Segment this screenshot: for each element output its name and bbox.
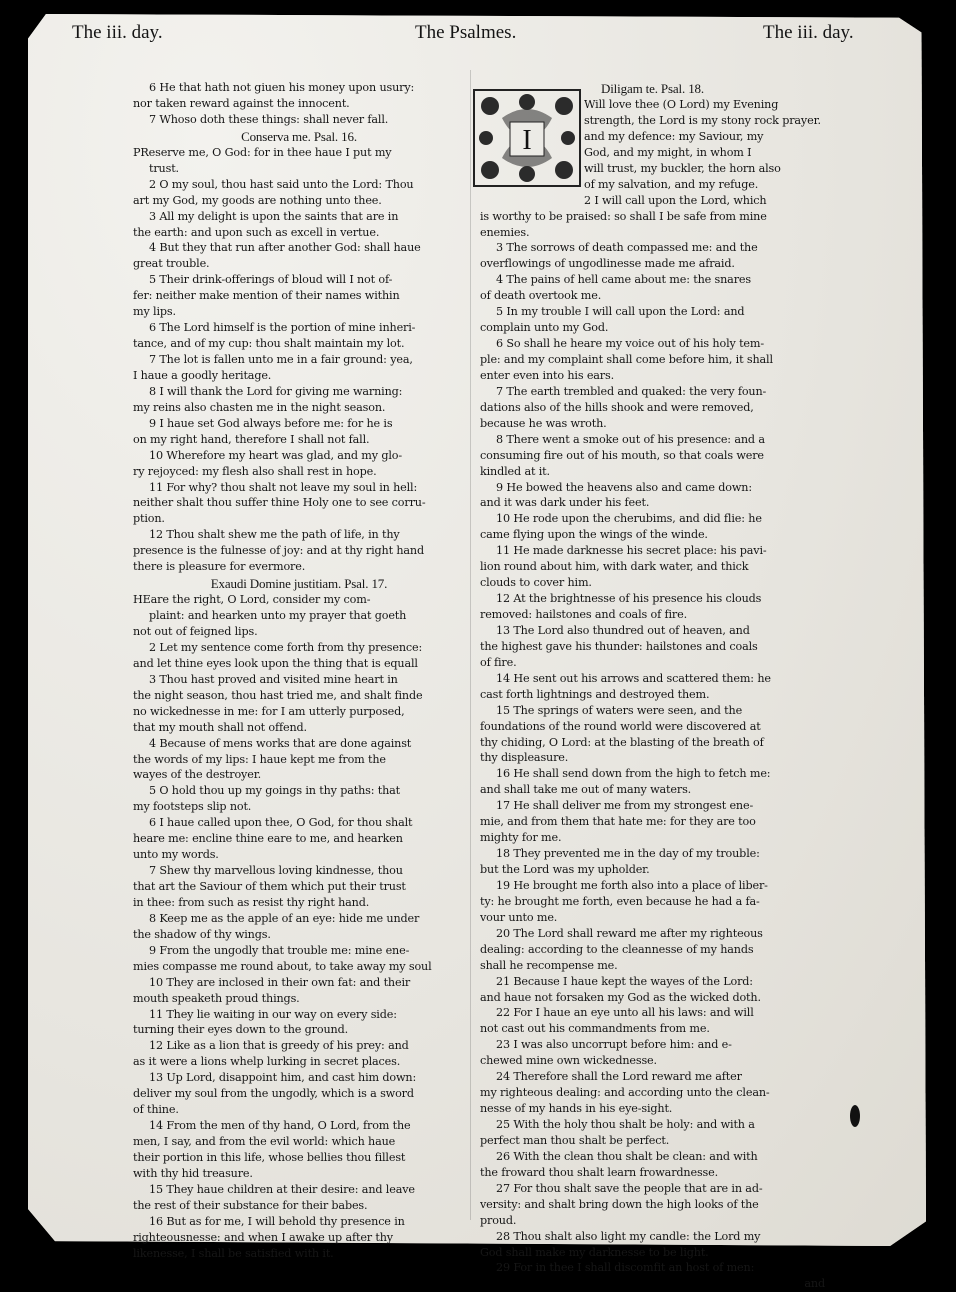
- text-line: but the Lord was my upholder.: [480, 863, 650, 876]
- text-line: of fire.: [480, 655, 517, 669]
- text-line: 19 He brought me forth also into a place of liber-: [496, 878, 768, 892]
- text-line: Will love thee (O Lord) my Evening: [584, 98, 779, 111]
- text-line: trust.: [149, 161, 179, 175]
- text-line: 12 Thou shalt shew me the path of life, in thy: [149, 528, 400, 542]
- text-line: 11 For why? thou shalt not leave my soul in hell:: [149, 480, 418, 494]
- text-line: my lips.: [133, 305, 176, 319]
- text-line: 11 He made darknesse his secret place: his pavi-: [496, 544, 767, 558]
- text-line: unto my words.: [133, 848, 219, 862]
- text-line: 6 So shall he heare my voice out of his holy tem-: [496, 337, 764, 351]
- text-line: that art the Saviour of them which put their trust: [133, 880, 406, 893]
- text-line: 3 All my delight is upon the saints that are in: [149, 209, 399, 223]
- text-line: 2 Let my sentence come forth from thy presence:: [149, 640, 423, 654]
- text-line: 23 I was also uncorrupt before him: and e-: [496, 1038, 732, 1052]
- text-line: with thy hid treasure.: [133, 1166, 253, 1180]
- text-line: the froward thou shalt learn frowardnesse.: [480, 1165, 719, 1179]
- text-line: heare me: encline thine eare to me, and hearken: [133, 832, 403, 846]
- text-line: the words of my lips: I haue kept me from the: [133, 752, 386, 766]
- text-line: ption.: [133, 512, 165, 526]
- text-line: kindled at it.: [480, 464, 550, 478]
- text-line: overflowings of ungodlinesse made me afraid.: [480, 257, 735, 271]
- text-line: and haue not forsaken my God as the wicked doth.: [480, 990, 761, 1004]
- text-line: 2 O my soul, thou hast said unto the Lord: Thou: [149, 177, 414, 191]
- text-line: the night season, thou hast tried me, and shalt finde: [133, 688, 423, 702]
- text-line: mie, and from them that hate me: for they are too: [480, 815, 756, 829]
- text-line: 22 For I haue an eye unto all his laws: and will: [496, 1006, 754, 1020]
- text-line: in thee: from such as resist thy right hand.: [133, 895, 370, 909]
- text-line: shall he recompense me.: [480, 958, 618, 972]
- text-line: came flying upon the wings of the winde.: [480, 528, 708, 542]
- text-line: presence is the fulnesse of joy: and at thy right hand: [133, 544, 424, 558]
- text-line: HEare the right, O Lord, consider my com-: [133, 593, 371, 607]
- text-line: 28 Thou shalt also light my candle: the Lord my: [496, 1229, 761, 1243]
- text-line: removed: hailstones and coals of fire.: [480, 608, 687, 621]
- text-line: 16 He shall send down from the high to fetch me:: [496, 767, 771, 781]
- text-line: mies compasse me round about, to take away my soul: [133, 959, 432, 973]
- text-line: consuming fire out of his mouth, so that coals were: [480, 448, 764, 462]
- text-line: 14 He sent out his arrows and scattered them: he: [496, 671, 771, 685]
- text-line: 10 They are inclosed in their own fat: and their: [149, 975, 411, 989]
- text-line: 8 Keep me as the apple of an eye: hide me under: [149, 911, 420, 925]
- text-line: nor taken reward against the innocent.: [133, 96, 350, 110]
- text-line: dations also of the hills shook and were removed,: [480, 400, 754, 414]
- psalm-title: Exaudi Domine justitiam. Psal. 17.: [210, 576, 388, 592]
- text-line: 6 He that hath not giuen his money upon usury:: [149, 81, 415, 94]
- text-line: 12 At the brightnesse of his presence his clouds: [496, 592, 762, 606]
- text-line: the highest gave his thunder: hailstones and coals: [480, 639, 758, 653]
- text-line: 6 I haue called upon thee, O God, for thou shalt: [149, 816, 413, 830]
- text-line: likenesse, I shall be satisfied with it.: [133, 1246, 334, 1260]
- text-line: perfect man thou shalt be perfect.: [480, 1133, 670, 1147]
- text-line: enemies.: [480, 225, 530, 239]
- column-divider: [470, 70, 471, 1220]
- text-line: 25 With the holy thou shalt be holy: and with a: [496, 1118, 755, 1131]
- text-line: 15 They haue children at their desire: and leave: [149, 1182, 415, 1196]
- text-line: 2 I will call upon the Lord, which: [584, 193, 767, 207]
- text-line: 27 For thou shalt save the people that are in ad-: [496, 1181, 763, 1195]
- text-line: 26 With the clean thou shalt be clean: and with: [496, 1149, 758, 1163]
- text-line: 11 They lie waiting in our way on every side:: [149, 1007, 397, 1021]
- text-line: 7 The lot is fallen unto me in a fair ground: yea,: [149, 353, 413, 366]
- psalm-title: Conserva me. Psal. 16.: [241, 128, 357, 144]
- text-line: of thine.: [133, 1103, 179, 1117]
- text-line: complain unto my God.: [480, 321, 609, 335]
- text-line: no wickednesse in me: for I am utterly purposed,: [133, 704, 405, 718]
- text-line: 18 They prevented me in the day of my trouble:: [496, 847, 760, 861]
- left-column: [133, 80, 465, 1262]
- text-line: 16 But as for me, I will behold thy presence in: [149, 1214, 405, 1228]
- text-line: will trust, my buckler, the horn also: [584, 161, 781, 175]
- text-line: the rest of their substance for their babes.: [133, 1198, 368, 1212]
- text-line: enter even into his ears.: [480, 368, 615, 382]
- text-line: nesse of my hands in his eye-sight.: [480, 1102, 673, 1116]
- text-line: and: [804, 1277, 825, 1291]
- text-line: righteousnesse: and when I awake up after thy: [133, 1230, 393, 1244]
- text-line: 7 Whoso doth these things: shall never fall.: [149, 112, 389, 126]
- text-line: their portion in this life, whose bellies thou fillest: [133, 1150, 406, 1164]
- text-line: foundations of the round world were discovered at: [480, 719, 761, 733]
- text-line: as it were a lions whelp lurking in secret places.: [133, 1055, 401, 1069]
- text-line: my reins also chasten me in the night season.: [133, 400, 386, 414]
- text-line: neither shalt thou suffer thine Holy one to see corru-: [133, 496, 426, 510]
- text-line: 5 O hold thou up my goings in thy paths: that: [149, 784, 401, 798]
- text-line: 13 Up Lord, disappoint him, and cast him down:: [149, 1071, 417, 1085]
- text-line: cast forth lightnings and destroyed them.: [480, 687, 710, 701]
- text-line: 20 The Lord shall reward me after my righteous: [496, 926, 763, 940]
- text-line: fer: neither make mention of their names within: [133, 289, 400, 303]
- text-line: 5 Their drink-offerings of bloud will I not of-: [149, 273, 393, 287]
- text-line: proud.: [480, 1213, 517, 1227]
- text-line: 9 He bowed the heavens also and came down:: [496, 480, 752, 494]
- text-line: clouds to cover him.: [480, 576, 592, 590]
- text-line: 10 Wherefore my heart was glad, and my glo-: [149, 448, 402, 462]
- text-line: thy chiding, O Lord: at the blasting of the breath of: [480, 735, 764, 749]
- header-right: The iii. day.: [763, 22, 854, 43]
- text-line: 4 But they that run after another God: shall haue: [149, 241, 421, 255]
- text-line: thy displeasure.: [480, 751, 569, 765]
- right-column: [480, 80, 825, 1292]
- text-line: lion round about him, with dark water, and thick: [480, 560, 749, 574]
- text-line: 9 From the ungodly that trouble me: mine ene-: [149, 943, 410, 957]
- psalm-title: Diligam te. Psal. 18.: [600, 81, 704, 96]
- text-line: ry rejoyced: my flesh also shall rest in hope.: [133, 464, 377, 478]
- text-line: God shall make my darknesse to be light.: [480, 1245, 709, 1259]
- text-line: 13 The Lord also thundred out of heaven, and: [496, 623, 750, 637]
- text-line: God, and my might, in whom I: [584, 145, 752, 159]
- text-line: is worthy to be praised: so shall I be safe from mine: [480, 209, 767, 223]
- text-line: 14 From the men of thy hand, O Lord, from the: [149, 1119, 411, 1133]
- text-line: mouth speaketh proud things.: [133, 991, 300, 1005]
- text-line: and it was dark under his feet.: [480, 496, 650, 510]
- text-line: vour unto me.: [480, 910, 558, 924]
- text-line: I haue a goodly heritage.: [133, 368, 272, 382]
- text-line: that my mouth shall not offend.: [133, 720, 307, 734]
- text-line: men, I say, and from the evil world: which haue: [133, 1135, 396, 1148]
- text-line: not cast out his commandments from me.: [480, 1022, 710, 1036]
- text-line: 8 There went a smoke out of his presence: and a: [496, 432, 765, 446]
- text-line: 21 Because I haue kept the wayes of the Lord:: [496, 974, 753, 988]
- header-center: The Psalmes.: [415, 22, 517, 43]
- text-line: PReserve me, O God: for in thee haue I put my: [133, 145, 392, 159]
- text-line: 10 He rode upon the cherubims, and did flie: he: [496, 512, 762, 526]
- text-line: art my God, my goods are nothing unto thee.: [133, 193, 382, 207]
- text-line: 8 I will thank the Lord for giving me warning:: [149, 384, 403, 398]
- header-left: The iii. day.: [72, 22, 163, 43]
- text-line: 7 The earth trembled and quaked: the very foun-: [496, 384, 767, 398]
- text-line: of death overtook me.: [480, 289, 602, 303]
- text-line: strength, the Lord is my stony rock prayer.: [584, 113, 821, 127]
- text-line: turning their eyes down to the ground.: [133, 1023, 348, 1037]
- text-line: 5 In my trouble I will call upon the Lord: and: [496, 305, 745, 319]
- text-line: tance, and of my cup: thou shalt maintain my lot.: [133, 337, 405, 351]
- text-line: ty: he brought me forth, even because he had a fa-: [480, 894, 760, 908]
- ink-blot: [850, 1105, 860, 1127]
- text-line: and my defence: my Saviour, my: [584, 129, 764, 143]
- text-line: 6 The Lord himself is the portion of mine inheri-: [149, 321, 416, 335]
- text-line: great trouble.: [133, 257, 210, 271]
- text-line: the earth: and upon such as excell in vertue.: [133, 225, 380, 239]
- text-line: the shadow of thy wings.: [133, 927, 271, 941]
- text-line: versity: and shalt bring down the high looks of the: [480, 1197, 759, 1211]
- text-line: 4 The pains of hell came about me: the snares: [496, 273, 751, 287]
- text-line: my righteous dealing: and according unto the clean-: [480, 1086, 770, 1100]
- text-line: and shall take me out of many waters.: [480, 783, 692, 797]
- text-line: of my salvation, and my refuge.: [584, 177, 759, 191]
- text-line: and let thine eyes look upon the thing that is equall: [133, 656, 418, 670]
- text-line: 24 Therefore shall the Lord reward me after: [496, 1070, 742, 1084]
- text-line: 15 The springs of waters were seen, and the: [496, 703, 743, 717]
- text-line: plaint: and hearken unto my prayer that goeth: [149, 609, 407, 623]
- text-line: 7 Shew thy marvellous loving kindnesse, thou: [149, 864, 403, 878]
- text-line: 4 Because of mens works that are done against: [149, 736, 412, 750]
- text-line: there is pleasure for evermore.: [133, 560, 306, 574]
- text-line: chewed mine own wickednesse.: [480, 1054, 657, 1068]
- text-line: wayes of the destroyer.: [133, 768, 262, 782]
- text-line: my footsteps slip not.: [133, 800, 252, 814]
- text-line: not out of feigned lips.: [133, 625, 258, 638]
- text-line: dealing: according to the cleannesse of my hands: [480, 942, 754, 956]
- text-line: 29 For in thee I shall discomfit an host of men:: [496, 1261, 755, 1275]
- text-line: because he was wroth.: [480, 416, 607, 430]
- text-line: 3 Thou hast proved and visited mine heart in: [149, 672, 398, 686]
- text-line: deliver my soul from the ungodly, which is a sword: [133, 1087, 414, 1101]
- text-line: on my right hand, therefore I shall not fall.: [133, 432, 370, 446]
- text-line: 12 Like as a lion that is greedy of his prey: and: [149, 1039, 409, 1053]
- text-line: ple: and my complaint shall come before him, it shall: [480, 353, 773, 366]
- ornament-letter: I: [522, 125, 532, 156]
- text-line: mighty for me.: [480, 831, 562, 845]
- text-line: 3 The sorrows of death compassed me: and the: [496, 241, 758, 255]
- text-line: 9 I haue set God always before me: for he is: [149, 416, 393, 430]
- text-line: 17 He shall deliver me from my strongest ene-: [496, 799, 754, 813]
